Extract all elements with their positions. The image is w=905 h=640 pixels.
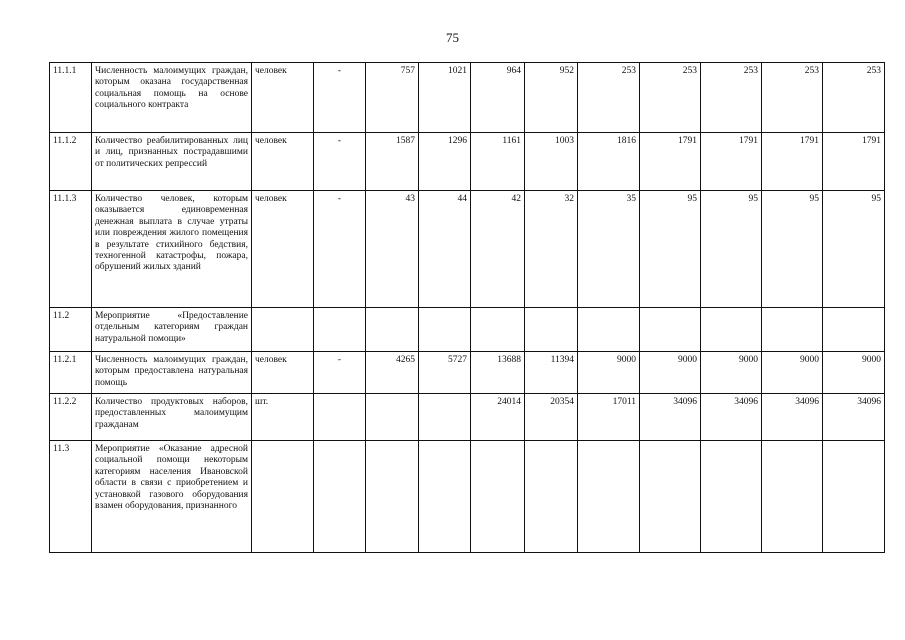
value-cell: 32	[525, 191, 578, 308]
value-cell: 9000	[578, 352, 640, 394]
value-cell	[366, 441, 419, 553]
value-cell: 253	[640, 63, 701, 133]
value-cell: 1791	[640, 133, 701, 191]
value-cell	[525, 308, 578, 352]
table-row	[50, 352, 885, 394]
value-cell: 34096	[701, 394, 762, 441]
row-unit	[252, 308, 314, 352]
row-unit: шт.	[252, 394, 314, 441]
value-cell	[701, 308, 762, 352]
value-cell: 9000	[823, 352, 885, 394]
value-cell	[366, 394, 419, 441]
row-unit: человек	[252, 63, 314, 133]
table-row	[50, 133, 885, 191]
value-cell: 95	[640, 191, 701, 308]
value-cell: 253	[701, 63, 762, 133]
value-cell: 1161	[471, 133, 525, 191]
value-cell	[471, 308, 525, 352]
value-cell: 34096	[640, 394, 701, 441]
row-unit: человек	[252, 133, 314, 191]
value-cell: 1791	[823, 133, 885, 191]
value-cell: 253	[823, 63, 885, 133]
table-row	[50, 441, 885, 553]
value-cell: 35	[578, 191, 640, 308]
value-cell: 9000	[701, 352, 762, 394]
value-cell: 1587	[366, 133, 419, 191]
row-code: 11.3	[50, 441, 92, 553]
value-cell	[314, 308, 366, 352]
value-cell	[640, 441, 701, 553]
value-cell: 964	[471, 63, 525, 133]
value-cell: -	[314, 133, 366, 191]
value-cell: -	[314, 63, 366, 133]
value-cell	[578, 441, 640, 553]
value-cell: 13688	[471, 352, 525, 394]
table-row	[50, 308, 885, 352]
value-cell: 253	[762, 63, 823, 133]
indicators-table	[49, 62, 885, 553]
value-cell: 1791	[701, 133, 762, 191]
row-description: Мероприятие «Оказание адресной социальной помощи некоторым категориям населения Ивановской области в связи с приобретением и установкой газового оборудования взамен оборудования, признанного	[92, 441, 252, 553]
value-cell	[823, 308, 885, 352]
value-cell: 11394	[525, 352, 578, 394]
row-description: Количество реабилитированных лиц и лиц, признанных пострадавшими от политических репрессий	[92, 133, 252, 191]
value-cell: 4265	[366, 352, 419, 394]
row-description: Численность малоимущих граждан, которым предоставлена натуральная помощь	[92, 352, 252, 394]
value-cell: 44	[419, 191, 471, 308]
value-cell	[640, 308, 701, 352]
row-code: 11.1.1	[50, 63, 92, 133]
table-row	[50, 63, 885, 133]
row-code: 11.1.2	[50, 133, 92, 191]
value-cell	[762, 441, 823, 553]
value-cell	[314, 441, 366, 553]
value-cell: 757	[366, 63, 419, 133]
row-unit: человек	[252, 352, 314, 394]
value-cell	[823, 441, 885, 553]
value-cell: 1021	[419, 63, 471, 133]
value-cell: 95	[823, 191, 885, 308]
value-cell	[419, 441, 471, 553]
row-description: Мероприятие «Предоставление отдельным категориям граждан натуральной помощи»	[92, 308, 252, 352]
value-cell: 1296	[419, 133, 471, 191]
value-cell: 34096	[823, 394, 885, 441]
page-number: 75	[446, 30, 459, 45]
value-cell: -	[314, 352, 366, 394]
value-cell: 9000	[762, 352, 823, 394]
value-cell: 9000	[640, 352, 701, 394]
value-cell: 43	[366, 191, 419, 308]
value-cell: 95	[701, 191, 762, 308]
row-description: Численность малоимущих граждан, которым оказана государственная социальная помощь на основе социального контракта	[92, 63, 252, 133]
value-cell: 1816	[578, 133, 640, 191]
value-cell: 17011	[578, 394, 640, 441]
value-cell	[471, 441, 525, 553]
value-cell: 1003	[525, 133, 578, 191]
value-cell	[366, 308, 419, 352]
value-cell: -	[314, 191, 366, 308]
value-cell: 24014	[471, 394, 525, 441]
row-unit: человек	[252, 191, 314, 308]
value-cell	[578, 308, 640, 352]
value-cell: 20354	[525, 394, 578, 441]
row-code: 11.2	[50, 308, 92, 352]
value-cell: 1791	[762, 133, 823, 191]
value-cell	[419, 394, 471, 441]
row-code: 11.1.3	[50, 191, 92, 308]
value-cell: 95	[762, 191, 823, 308]
value-cell	[525, 441, 578, 553]
value-cell: 952	[525, 63, 578, 133]
table-body	[50, 63, 885, 553]
row-unit	[252, 441, 314, 553]
table-row	[50, 394, 885, 441]
value-cell: 5727	[419, 352, 471, 394]
value-cell: 253	[578, 63, 640, 133]
value-cell: 34096	[762, 394, 823, 441]
row-code: 11.2.1	[50, 352, 92, 394]
value-cell	[762, 308, 823, 352]
row-description: Количество человек, которым оказывается единовременная денежная выплата в случае утраты или повреждения жилого помещения в результате стихийного бедствия, техногенной катастрофы, пожара, обрушений жилых зданий	[92, 191, 252, 308]
table-row	[50, 191, 885, 308]
value-cell	[701, 441, 762, 553]
row-description: Количество продуктовых наборов, предоставленных малоимущим гражданам	[92, 394, 252, 441]
value-cell	[314, 394, 366, 441]
row-code: 11.2.2	[50, 394, 92, 441]
value-cell: 42	[471, 191, 525, 308]
value-cell	[419, 308, 471, 352]
